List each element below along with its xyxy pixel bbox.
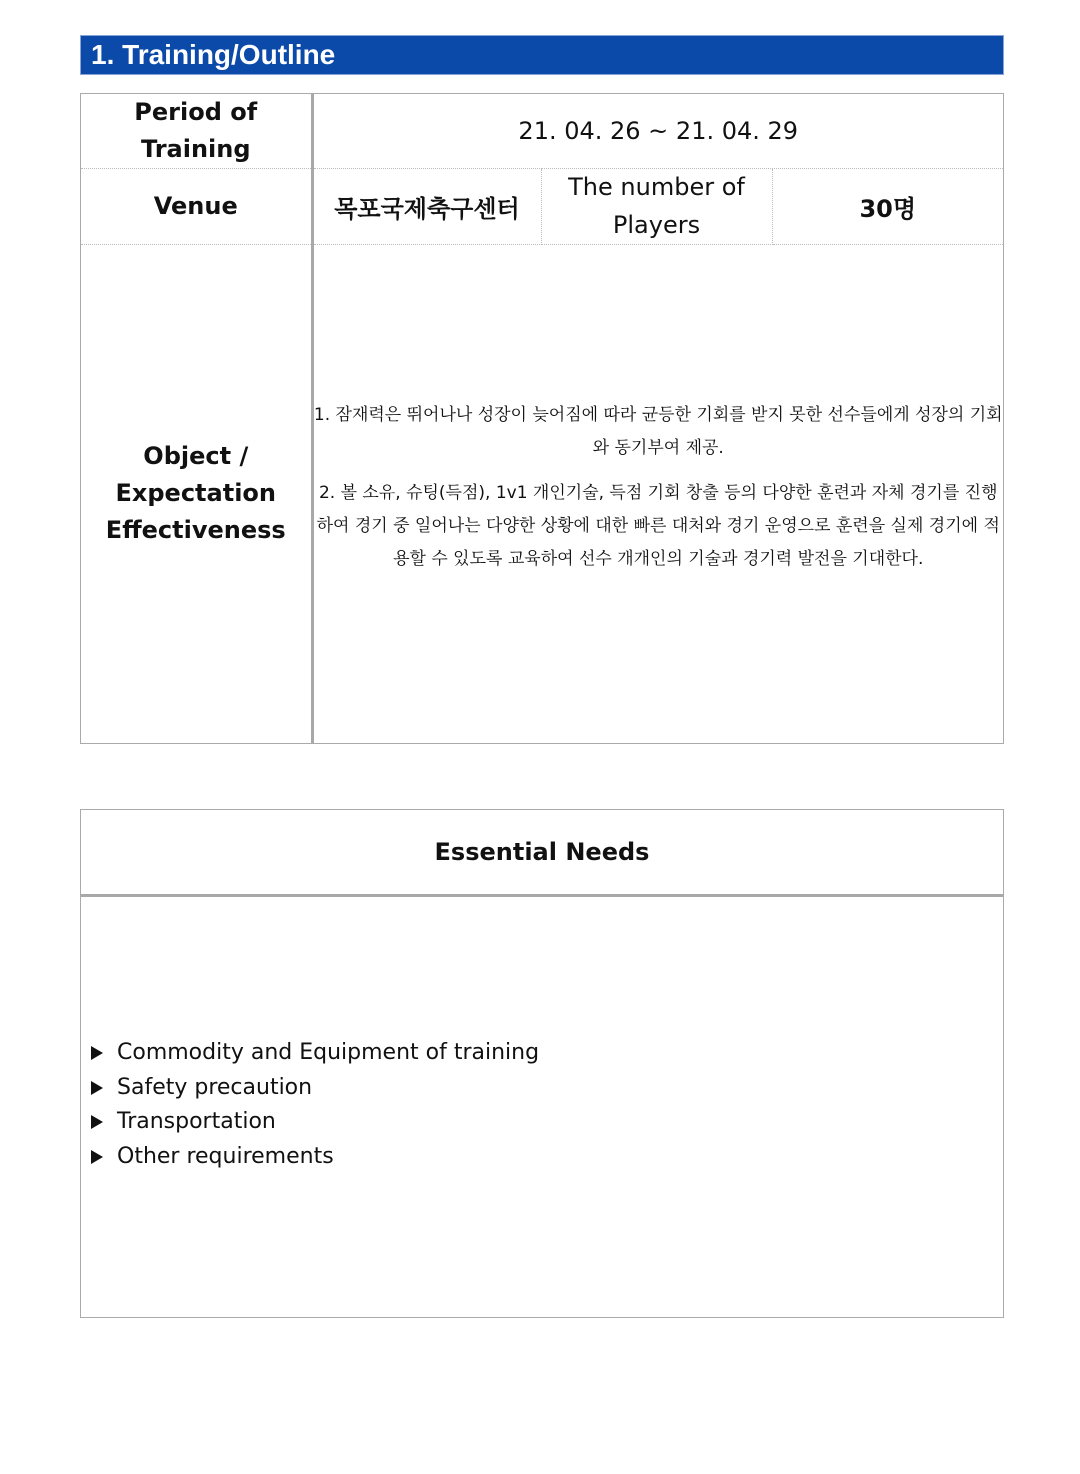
venue-value: 목포국제축구센터 [312,169,541,244]
triangle-bullet-icon [91,1115,103,1129]
essential-needs-list [91,1036,539,1174]
list-item [91,1071,539,1106]
list-item-label: Safety precaution [117,1074,313,1100]
period-value: 21. 04. 26 ~ 21. 04. 29 [312,94,1003,169]
object-item: 2. 볼 소유, 슈팅(득점), 1v1 개인기술, 득점 기회 창출 등의 다양한 훈련과 자체 경기를 진행하여 경기 중 일어나는 다양한 상황에 대한 빠른 대처와 경기 운영으로 훈련을 실제 경기에 적용할 수 있도록 교육하여 선수 개개인의 기술과 경기력 발전을 기대한다. [316,483,1000,570]
object-label-line-1: Object / [143,442,249,471]
object-label-line-3: Effectiveness [105,516,286,545]
object-label-line-2: Expectation [115,479,276,508]
venue-row [81,169,1003,244]
venue-label: Venue [81,169,312,244]
essential-needs-title: Essential Needs [81,810,1003,897]
essential-needs-box [80,809,1004,1318]
object-item: 1. 잠재력은 뛰어나나 성장이 늦어짐에 따라 균등한 기회를 받지 못한 선수들에게 성장의 기회와 동기부여 제공. [313,405,1003,459]
object-text [312,244,1003,743]
players-label: The number of Players [541,169,772,244]
triangle-bullet-icon [91,1150,103,1164]
training-outline-table [80,93,1004,744]
list-item-label: Commodity and Equipment of training [117,1040,540,1065]
list-item-label: Transportation [117,1109,276,1134]
object-label [81,244,312,743]
triangle-bullet-icon [91,1081,103,1095]
list-item [91,1140,539,1175]
list-item-label: Other requirements [117,1143,334,1169]
list-item [91,1036,539,1071]
triangle-bullet-icon [91,1046,103,1060]
players-value: 30명 [772,169,1003,244]
object-row [81,244,1003,743]
period-row [81,94,1003,169]
list-item [91,1105,539,1140]
period-label: Period of Training [81,94,312,169]
section-title: 1. Training/Outline [80,35,1004,75]
